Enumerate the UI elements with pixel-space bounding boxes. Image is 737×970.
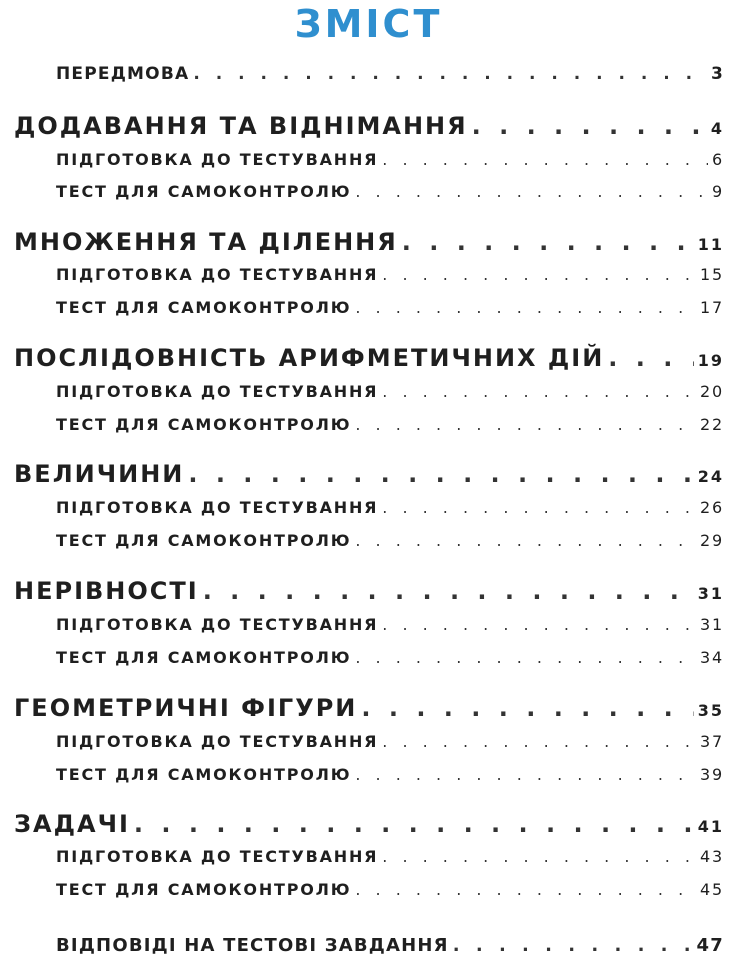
toc-subentry-test[interactable] [56, 182, 724, 201]
toc-subentry-label: ТЕСТ ДЛЯ САМОКОНТРОЛЮ [56, 415, 352, 434]
toc-subentry-label: ТЕСТ ДЛЯ САМОКОНТРОЛЮ [56, 531, 352, 550]
dot-leader [382, 615, 696, 634]
dot-leader [134, 810, 694, 838]
toc-subentry-label: ТЕСТ ДЛЯ САМОКОНТРОЛЮ [56, 182, 352, 201]
toc-chapter-page: 35 [697, 701, 724, 720]
toc-subentry-label: ПІДГОТОВКА ДО ТЕСТУВАННЯ [56, 382, 379, 401]
toc-subentry-label: ПІДГОТОВКА ДО ТЕСТУВАННЯ [56, 732, 379, 751]
toc-entry-label: ПЕРЕДМОВА [56, 64, 190, 84]
toc-subentry-page: 22 [700, 415, 724, 434]
dot-leader [355, 880, 696, 899]
toc-chapter-page: 41 [697, 817, 724, 836]
dot-leader [382, 150, 708, 169]
dot-leader [355, 765, 696, 784]
toc-entry-foreword[interactable] [56, 64, 724, 84]
toc-subentry-label: ТЕСТ ДЛЯ САМОКОНТРОЛЮ [56, 765, 352, 784]
dot-leader [382, 732, 696, 751]
toc-subentry-test[interactable] [56, 880, 724, 899]
toc-subentry-test[interactable] [56, 765, 724, 784]
dot-leader [382, 498, 696, 517]
toc-chapter-5[interactable] [14, 577, 724, 605]
dot-leader [355, 182, 708, 201]
toc-chapter-page: 11 [697, 235, 724, 254]
toc-subentry-label: ПІДГОТОВКА ДО ТЕСТУВАННЯ [56, 498, 379, 517]
toc-subentry-test[interactable] [56, 298, 724, 317]
toc-chapter-3[interactable] [14, 344, 724, 372]
dot-leader [193, 64, 707, 84]
toc-subentry-label: ПІДГОТОВКА ДО ТЕСТУВАННЯ [56, 150, 379, 169]
toc-chapter-page: 24 [697, 467, 724, 486]
toc-chapter-label: НЕРІВНОСТІ [14, 577, 199, 605]
dot-leader [382, 265, 696, 284]
toc-entry-page: 47 [696, 935, 724, 956]
toc-subentry-prep[interactable] [56, 382, 724, 401]
toc-subentry-page: 31 [700, 615, 724, 634]
toc-subentry-label: ТЕСТ ДЛЯ САМОКОНТРОЛЮ [56, 298, 352, 317]
dot-leader [188, 460, 693, 488]
dot-leader [355, 415, 696, 434]
toc-chapter-page: 4 [710, 119, 724, 138]
dot-leader [355, 648, 696, 667]
toc-subentry-test[interactable] [56, 531, 724, 550]
toc-chapter-page: 31 [697, 584, 724, 603]
toc-subentry-page: 37 [700, 732, 724, 751]
toc-subentry-test[interactable] [56, 648, 724, 667]
toc-chapter-6[interactable] [14, 694, 724, 722]
toc-subentry-prep[interactable] [56, 732, 724, 751]
toc-chapter-label: ДОДАВАННЯ ТА ВІДНІМАННЯ [14, 112, 468, 140]
dot-leader [361, 694, 693, 722]
toc-subentry-page: 20 [700, 382, 724, 401]
toc-subentry-label: ПІДГОТОВКА ДО ТЕСТУВАННЯ [56, 615, 379, 634]
toc-subentry-label: ПІДГОТОВКА ДО ТЕСТУВАННЯ [56, 265, 379, 284]
dot-leader [608, 344, 693, 372]
dot-leader [382, 382, 696, 401]
dot-leader [203, 577, 694, 605]
dot-leader [402, 228, 694, 256]
dot-leader [355, 531, 696, 550]
toc-chapter-label: ГЕОМЕТРИЧНІ ФІГУРИ [14, 694, 358, 722]
dot-leader [472, 112, 707, 140]
toc-subentry-page: 29 [700, 531, 724, 550]
toc-subentry-page: 34 [700, 648, 724, 667]
toc-chapter-4[interactable] [14, 460, 724, 488]
toc-chapter-label: ВЕЛИЧИНИ [14, 460, 185, 488]
dot-leader [453, 935, 693, 956]
toc-chapter-page: 19 [697, 351, 724, 370]
toc-subentry-prep[interactable] [56, 847, 724, 866]
toc-entry-page: 3 [710, 64, 724, 84]
toc-subentry-label: ПІДГОТОВКА ДО ТЕСТУВАННЯ [56, 847, 379, 866]
toc-chapter-7[interactable] [14, 810, 724, 838]
toc-subentry-page: 6 [712, 150, 724, 169]
toc-entry-answers[interactable] [56, 935, 724, 956]
toc-subentry-page: 26 [700, 498, 724, 517]
toc-subentry-page: 17 [700, 298, 724, 317]
toc-entry-label: ВІДПОВІДІ НА ТЕСТОВІ ЗАВДАННЯ [56, 935, 449, 956]
toc-chapter-label: ПОСЛІДОВНІСТЬ АРИФМЕТИЧНИХ ДІЙ [14, 344, 605, 372]
dot-leader [382, 847, 696, 866]
toc-subentry-page: 43 [700, 847, 724, 866]
toc-subentry-page: 9 [712, 182, 724, 201]
toc-chapter-label: МНОЖЕННЯ ТА ДІЛЕННЯ [14, 228, 398, 256]
toc-subentry-page: 39 [700, 765, 724, 784]
toc-subentry-test[interactable] [56, 415, 724, 434]
toc-subentry-label: ТЕСТ ДЛЯ САМОКОНТРОЛЮ [56, 648, 352, 667]
toc-subentry-prep[interactable] [56, 265, 724, 284]
dot-leader [355, 298, 696, 317]
toc-subentry-prep[interactable] [56, 615, 724, 634]
toc-subentry-prep[interactable] [56, 498, 724, 517]
toc-chapter-label: ЗАДАЧІ [14, 810, 130, 838]
page-title: ЗМІСТ [294, 2, 443, 46]
toc-subentry-prep[interactable] [56, 150, 724, 169]
toc-subentry-label: ТЕСТ ДЛЯ САМОКОНТРОЛЮ [56, 880, 352, 899]
toc-chapter-2[interactable] [14, 228, 724, 256]
toc-subentry-page: 45 [700, 880, 724, 899]
toc-subentry-page: 15 [700, 265, 724, 284]
toc-chapter-1[interactable] [14, 112, 724, 140]
